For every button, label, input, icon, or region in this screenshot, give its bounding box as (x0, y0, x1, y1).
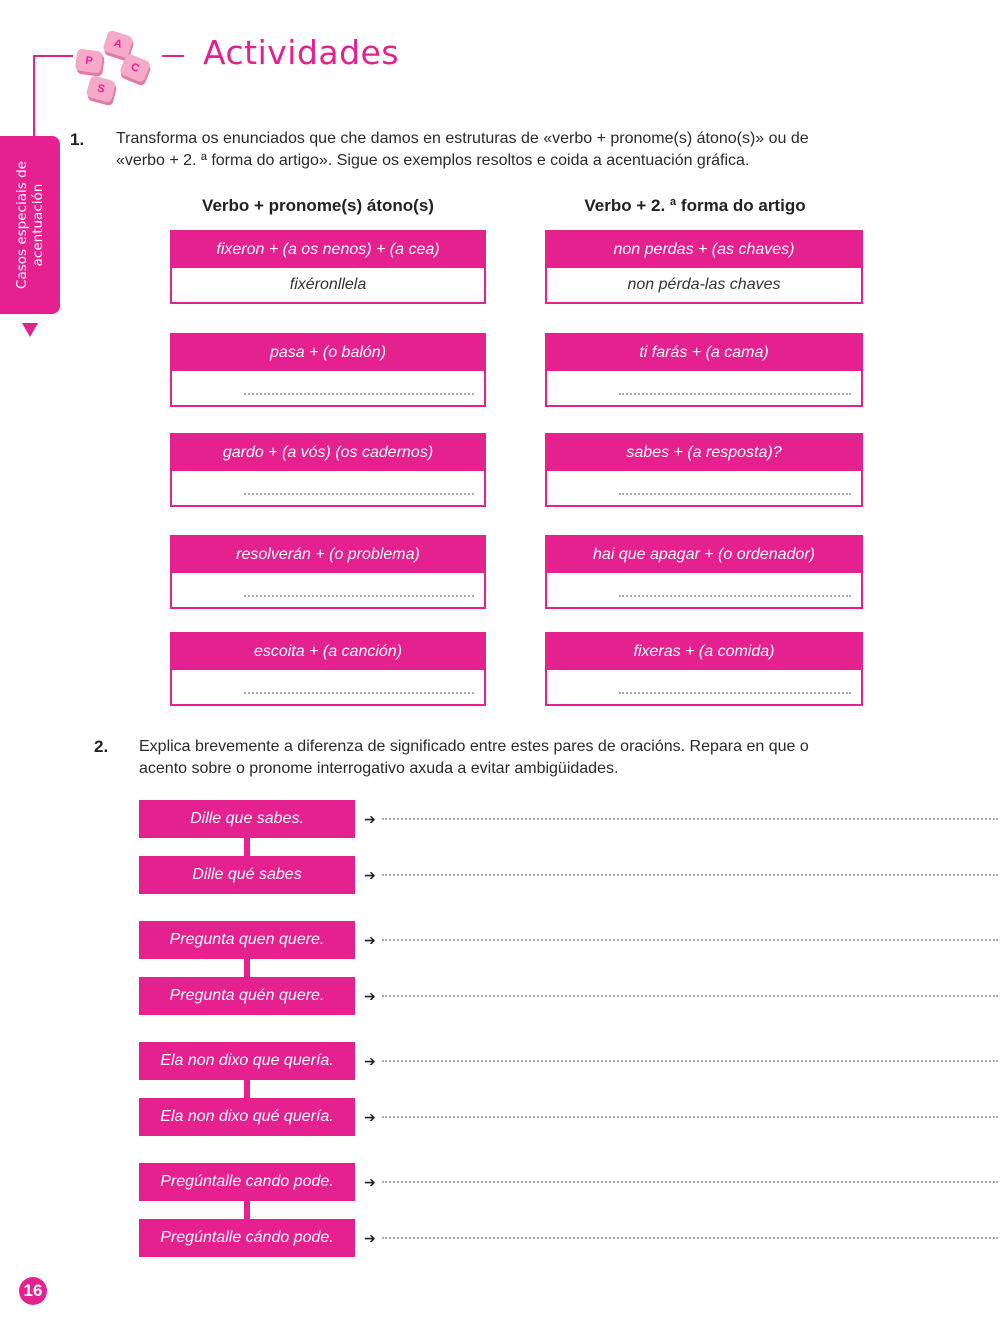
answer-field[interactable] (172, 573, 484, 607)
answer-field[interactable] (172, 670, 484, 704)
tile-s: S (86, 75, 117, 103)
page-title: Actividades (203, 33, 400, 72)
arrow-right-icon: ➔ (364, 988, 376, 1004)
answer-line[interactable] (382, 1060, 998, 1062)
answer-line[interactable] (382, 1181, 998, 1183)
transform-item (545, 433, 863, 507)
arrow-right-icon: ➔ (364, 1053, 376, 1069)
answer-field[interactable] (547, 371, 861, 405)
header-rule-vertical (33, 56, 35, 136)
transform-item (545, 535, 863, 609)
arrow-right-icon: ➔ (364, 1174, 376, 1190)
dotted-line (244, 595, 474, 597)
answer-line[interactable] (382, 1237, 998, 1239)
item-answer: fixéronllela (289, 276, 367, 293)
item-prompt: fixeron + (a os nenos) + (a cea) (172, 232, 484, 268)
pair-connector (244, 1080, 250, 1098)
tile-c: C (119, 53, 151, 83)
transform-item (170, 433, 486, 507)
exercise-1-instructions: Transforma os enunciados que che damos en estruturas de «verbo + pronome(s) átono(s)» ou de «verbo + 2. ª forma do artigo». Sigue os exemplos resoltos e coida a acentuación gráfica. (116, 130, 809, 169)
page-number: 16 (19, 1277, 47, 1305)
transform-item (545, 230, 863, 304)
sentence-box: Pregunta quen quere. (139, 921, 355, 959)
dotted-line (619, 393, 851, 395)
sentence-box: Dille que sabes. (139, 800, 355, 838)
answer-line[interactable] (382, 995, 998, 997)
dotted-line (244, 692, 474, 694)
answer-field[interactable] (172, 371, 484, 405)
tile-a: A (102, 30, 134, 59)
column-title-left: Verbo + pronome(s) átono(s) (202, 196, 434, 215)
header-rule-right (162, 55, 184, 57)
exercise-1-number: 1. (70, 130, 85, 149)
item-prompt: ti farás + (a cama) (547, 335, 861, 371)
arrow-right-icon: ➔ (364, 811, 376, 827)
arrow-right-icon: ➔ (364, 1230, 376, 1246)
arrow-right-icon: ➔ (364, 1109, 376, 1125)
dotted-line (619, 595, 851, 597)
transform-item (170, 230, 486, 304)
item-prompt: escoita + (a canción) (172, 634, 484, 670)
answer-line[interactable] (382, 874, 998, 876)
sentence-box: Dille qué sabes (139, 856, 355, 894)
header-rule-left (33, 55, 73, 57)
dotted-line (619, 493, 851, 495)
transform-item (170, 333, 486, 407)
down-triangle-icon (22, 323, 38, 337)
arrow-right-icon: ➔ (364, 932, 376, 948)
item-prompt: gardo + (a vós) (os cadernos) (172, 435, 484, 471)
sentence-box: Pregúntalle cándo pode. (139, 1219, 355, 1257)
sentence-box: Pregunta quén quere. (139, 977, 355, 1015)
dotted-line (619, 692, 851, 694)
sentence-box: Pregúntalle cando pode. (139, 1163, 355, 1201)
transform-item (545, 333, 863, 407)
arrow-right-icon: ➔ (364, 867, 376, 883)
sentence-box: Ela non dixo qué quería. (139, 1098, 355, 1136)
transform-item (545, 632, 863, 706)
answer-field[interactable] (172, 471, 484, 505)
answer-field[interactable] (547, 573, 861, 607)
exercise-2-instructions: Explica brevemente a diferenza de significado entre estes pares de oracións. Repara en que o acento sobre o pronome interrogativo axuda a evitar ambigüidades. (139, 738, 809, 777)
item-prompt: hai que apagar + (o ordenador) (547, 537, 861, 573)
tile-p: P (75, 48, 104, 73)
item-answer: non pérda-las chaves (627, 276, 781, 293)
section-tab (0, 136, 60, 314)
dotted-line (244, 493, 474, 495)
sentence-box: Ela non dixo que quería. (139, 1042, 355, 1080)
answer-field[interactable] (547, 471, 861, 505)
dotted-line (244, 393, 474, 395)
pair-connector (244, 959, 250, 977)
answer-line[interactable] (382, 939, 998, 941)
item-prompt: pasa + (o balón) (172, 335, 484, 371)
pair-connector (244, 838, 250, 856)
transform-item (170, 535, 486, 609)
item-prompt: non perdas + (as chaves) (547, 232, 861, 268)
exercise-2-number: 2. (94, 737, 109, 756)
transform-item (170, 632, 486, 706)
item-prompt: sabes + (a resposta)? (547, 435, 861, 471)
item-prompt: resolverán + (o problema) (172, 537, 484, 573)
item-prompt: fixeras + (a comida) (547, 634, 861, 670)
answer-field[interactable] (547, 670, 861, 704)
column-title-right: Verbo + 2. ª forma do artigo (584, 196, 806, 215)
section-tab-label: Casos especiais de acentuación (14, 161, 46, 289)
pair-connector (244, 1201, 250, 1219)
answer-line[interactable] (382, 1116, 998, 1118)
answer-line[interactable] (382, 818, 998, 820)
